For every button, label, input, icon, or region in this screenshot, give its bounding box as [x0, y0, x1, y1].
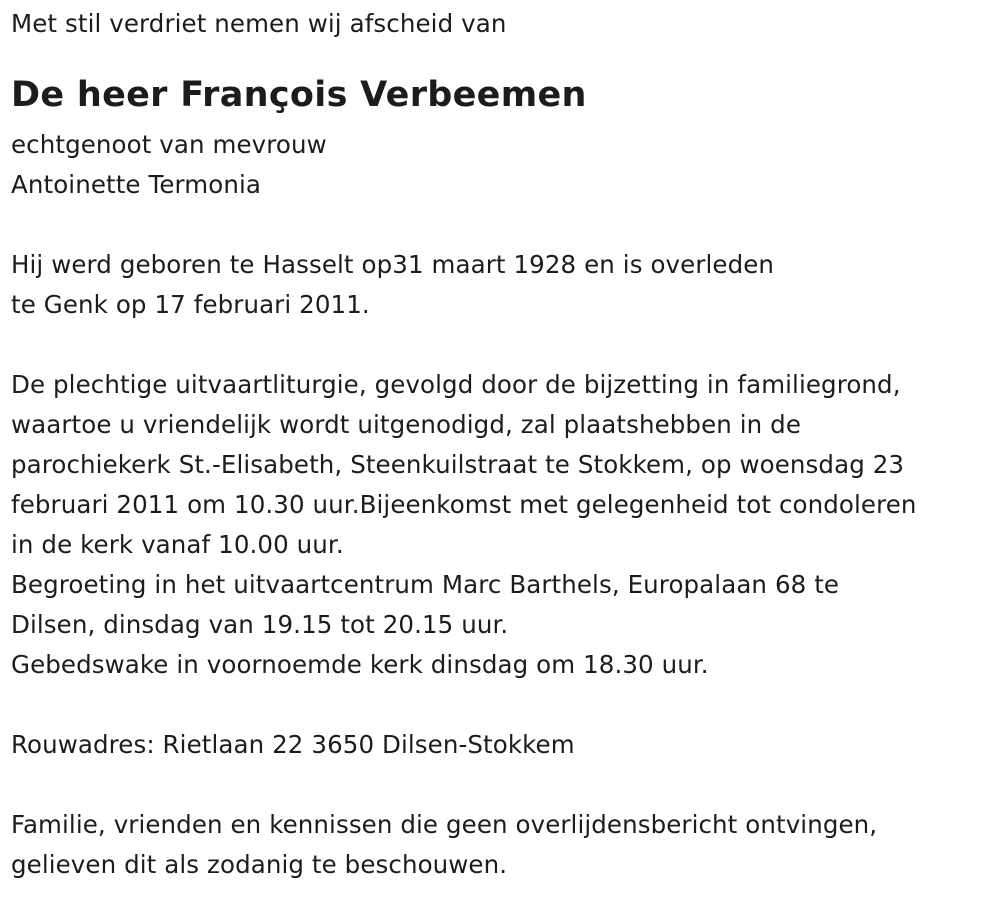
ceremony-line: februari 2011 om 10.30 uur.Bijeenkomst met gelegenheid tot condoleren [11, 490, 917, 519]
birth-death-line-2: te Genk op 17 februari 2011. [11, 290, 370, 319]
birth-death-line-1: Hij werd geboren te Hasselt op31 maart 1928 en is overleden [11, 250, 775, 279]
ceremony-line: Begroeting in het uitvaartcentrum Marc Barthels, Europalaan 68 te [11, 570, 840, 599]
ceremony-line: Dilsen, dinsdag van 19.15 tot 20.15 uur. [11, 610, 509, 639]
spacer [11, 205, 991, 245]
spacer [11, 765, 991, 805]
deceased-name: De heer François Verbeemen [11, 75, 587, 115]
spacer [11, 44, 991, 65]
ceremony-line: in de kerk vanaf 10.00 uur. [11, 530, 344, 559]
intro-text: Met stil verdriet nemen wij afscheid van [11, 9, 507, 38]
ceremony-line: parochiekerk St.-Elisabeth, Steenkuilstraat te Stokkem, op woensdag 23 [11, 450, 905, 479]
spouse-line-2: Antoinette Termonia [11, 170, 261, 199]
closing-line-1: Familie, vrienden en kennissen die geen overlijdensbericht ontvingen, [11, 810, 878, 839]
death-notice [11, 4, 991, 885]
ceremony-line: waartoe u vriendelijk wordt uitgenodigd, zal plaatshebben in de [11, 410, 802, 439]
mourning-address: Rouwadres: Rietlaan 22 3650 Dilsen-Stokkem [11, 730, 575, 759]
ceremony-line: Gebedswake in voornoemde kerk dinsdag om 18.30 uur. [11, 650, 709, 679]
spacer [11, 325, 991, 365]
closing-line-2: gelieven dit als zodanig te beschouwen. [11, 850, 508, 879]
ceremony-line: De plechtige uitvaartliturgie, gevolgd door de bijzetting in familiegrond, [11, 370, 901, 399]
spacer [11, 685, 991, 725]
spouse-line-1: echtgenoot van mevrouw [11, 130, 327, 159]
